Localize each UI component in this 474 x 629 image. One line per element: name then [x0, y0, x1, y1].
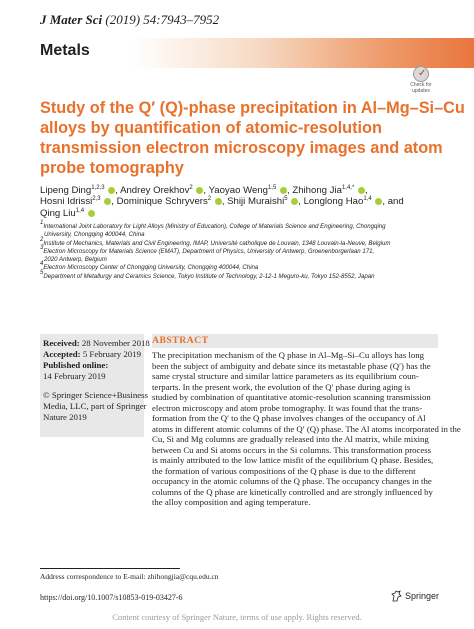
abstract-line: been the subject of ambiguity and debate since its metastable phase (Q′) has the: [152, 360, 431, 371]
author-name[interactable]: Lipeng Ding: [40, 185, 92, 196]
author-line: [40, 208, 460, 219]
footnote-divider: [40, 568, 180, 569]
check-for-updates-badge[interactable]: [405, 66, 437, 96]
check-badge-line2: updates: [412, 88, 430, 94]
abstract-line: occupancy in the atomic columns of the Q phase. The occupancy changes in the: [152, 476, 432, 486]
journal-name: J Mater Sci: [40, 12, 103, 27]
author-affil-sup: 1,5: [267, 185, 277, 191]
abstract-heading: ABSTRACT: [152, 335, 209, 346]
article-title: [40, 98, 465, 178]
abstract-line: between Cu and Si atoms occurs in the Si columns. This transformation process: [152, 444, 432, 455]
author-name[interactable]: Andrey Orekhov: [120, 185, 190, 196]
author-name[interactable]: Hosni Idrissi: [40, 196, 93, 208]
author-name[interactable]: Longlong Hao: [303, 196, 364, 208]
affiliations: [40, 220, 460, 281]
abstract-line: electron microscopy and atom probe tomography. It was found that the trans-: [152, 402, 423, 413]
orcid-icon[interactable]: [215, 198, 222, 205]
publisher-name: Springer: [405, 591, 440, 601]
abstract-line: atoms in different atomic columns of the Q′ (Q) phase. The Al atoms incorporated in the: [152, 423, 461, 434]
orcid-icon[interactable]: [108, 187, 115, 194]
author-name[interactable]: Zhihong Jia: [292, 185, 342, 196]
check-badge-line1: Check for: [410, 82, 432, 88]
affil-text: 2020 Antwerp, Belgium: [44, 256, 107, 264]
title-line: alloys by quantification of atomic-resolution: [40, 119, 382, 137]
affil-sup: 5: [40, 269, 44, 276]
received-date: 28 November 2018: [81, 338, 150, 348]
check-updates-icon: ✓: [413, 66, 429, 82]
author-and: and: [387, 196, 404, 208]
affiliation-line: [40, 269, 460, 281]
author-name[interactable]: Dominique Schryvers: [116, 196, 208, 208]
abstract-line: same crystal structure and similar lattice parameters as its equilibrium coun-: [152, 371, 419, 381]
copyright-line: Nature 2019: [43, 412, 87, 422]
author-affil-sup: 2: [189, 185, 193, 191]
author-affil-sup: 1,2,3: [91, 185, 105, 191]
doi-link[interactable]: https://doi.org/10.1007/s10853-019-03427-6: [40, 593, 183, 602]
abstract-line: Cu, Si and Mg columns are gradually released into the Al matrix, while mixing: [152, 434, 429, 444]
courtesy-notice: Content courtesy of Springer Nature, terms of use apply. Rights reserved.: [112, 612, 362, 622]
abstract-line: studied by combination of quantitative atomic-resolution scanning transmission: [152, 392, 431, 402]
affil-text: International Joint Laboratory for Light Alloys (Ministry of Education), College of Materials Science and Engineering, Chongqing: [43, 223, 386, 230]
section-label: Metals: [40, 42, 90, 59]
springer-logo: [391, 590, 439, 602]
copyright-line: Media, LLC, part of Springer: [43, 401, 147, 411]
author-list: [40, 185, 460, 219]
author-affil-sup: 1,4: [75, 207, 85, 214]
author-affil-sup: 2,3: [92, 196, 101, 203]
title-line: transmission electron microscopy images and atom: [40, 139, 443, 157]
published-date: 14 February 2019: [43, 371, 106, 381]
springer-horse-icon: [391, 590, 402, 602]
affil-sup: 1: [40, 220, 44, 226]
orcid-icon[interactable]: [196, 187, 203, 194]
abstract-line: the formation of various compositions of the Q phase is due to the different: [152, 465, 416, 476]
copyright-notice: [43, 390, 147, 423]
published-label-line: [43, 360, 147, 371]
abstract-line: columns of the Q phase are kinetically controlled and are strongly influenced by: [152, 486, 433, 497]
author-name[interactable]: Shiji Muraishi: [227, 196, 285, 208]
published-label: Published online:: [43, 360, 109, 370]
affil-text: University, Chongqing 400044, China: [44, 231, 145, 239]
author-affil-sup: 1,4,*: [341, 185, 355, 191]
author-affil-sup: 2: [207, 196, 212, 203]
orcid-icon[interactable]: [104, 198, 111, 205]
author-line: Hosni Idrissi$^{2,3}$ , Dominique Schryvers$^2$ , Shiji Muraishi$^5$ , Longlong Hao$^{1,4}$ , and: [40, 196, 404, 208]
abstract-line: the alloy composition and aging temperature.: [152, 497, 311, 507]
title-line: Study of the Q′ (Q)-phase precipitation in Al–Mg–Si–Cu: [40, 99, 465, 117]
abstract-line: formation from the Q′ to the Q phase involves changes of the occupancy of Al: [152, 413, 426, 423]
abstract-line: is mainly attributed to the low lattice misfit of the equilibrium Q phase. Besides,: [152, 455, 434, 465]
abstract-body: [152, 350, 461, 508]
correspondence-note: Address correspondence to E-mail: zhihongjia@cqu.edu.cn: [40, 572, 219, 581]
received-line: [43, 338, 150, 349]
affil-text: Institute of Mechanics, Materials and Civil Engineering, IMAP, Université catholique de Louvain, 1348 Louvain-la-Neuve, Belgium: [43, 239, 391, 247]
author-line: Lipeng Ding$^{1,2,3}$ , Andrey Orekhov$^2$ , Yaoyao Weng$^{1,5}$ , Zhihong Jia$^{1,4,*}$ ,: [40, 185, 368, 196]
title-line: probe tomography: [40, 159, 184, 177]
abstract-line: The precipitation mechanism of the Q phase in Al–Mg–Si–Cu alloys has long: [152, 350, 424, 360]
affiliation-line: [40, 231, 460, 239]
orcid-icon[interactable]: [291, 198, 298, 205]
received-label: Received:: [43, 338, 80, 348]
author-name[interactable]: Yaoyao Weng: [208, 185, 268, 196]
affiliation-line: [40, 220, 460, 231]
accepted-label: Accepted:: [43, 349, 81, 359]
affiliation-line: [40, 244, 460, 256]
journal-citation: (2019) 54:7943–7952: [105, 12, 220, 27]
orcid-icon[interactable]: [375, 198, 382, 205]
affil-text: Electron Microscopy for Materials Science (EMAT), Department of Physics, University of Antwerp, Groenenborgerlaan 171,: [43, 247, 375, 255]
orcid-icon[interactable]: [280, 187, 287, 194]
affiliation-line: [40, 261, 460, 272]
affil-sup: 4: [40, 261, 44, 268]
author-affil-sup: 5: [284, 196, 288, 203]
affil-text: Electron Microscopy Center of Chongqing University, Chongqing 400044, China: [43, 264, 259, 272]
affil-text: Department of Metallurgy and Ceramics Science, Tokyo Institute of Technology, 2-12-1 Meguro-ku, Tokyo 152-8552, Japan: [43, 272, 375, 280]
author-affil-sup: 1,4: [363, 196, 372, 203]
accepted-date: 5 February 2019: [82, 349, 141, 359]
article-dates: [43, 338, 150, 423]
journal-reference: [40, 12, 219, 28]
affiliation-line: [40, 236, 460, 248]
affil-sup: 2: [40, 236, 44, 243]
abstract-line: terparts. In the present work, the evolution of the Q′ phase during aging is: [152, 381, 411, 392]
copyright-line: © Springer Science+Business: [43, 390, 148, 400]
author-name[interactable]: Qing Liu: [40, 207, 76, 219]
accepted-line: [43, 349, 147, 360]
orcid-icon[interactable]: [88, 210, 95, 217]
affil-sup: 3: [40, 244, 44, 251]
orcid-icon[interactable]: [358, 187, 365, 194]
